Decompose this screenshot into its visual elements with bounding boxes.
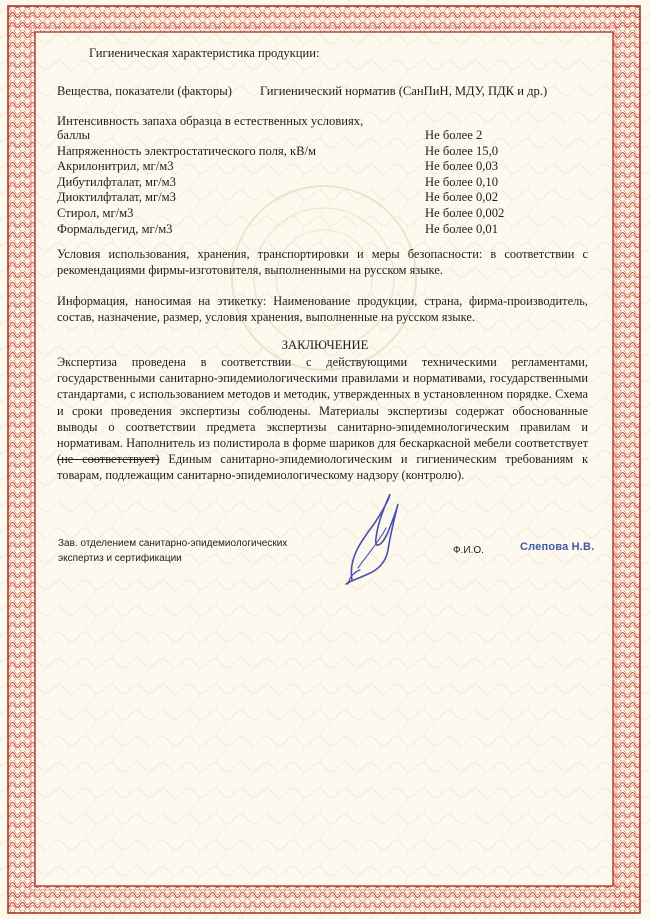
table-row (57, 222, 587, 238)
struck-out-text: (не соответствует) (57, 452, 160, 467)
conclusion-text-after: Единым санитарно-эпидемиологическим и гигиеническим требованиям к товарам, подлежащим санитарно-эпидемиологическому надзору (контролю). (57, 452, 588, 483)
conclusion-text-before: Экспертиза проведена в соответствии с действующими техническими регламентами, государственными санитарно-эпидемиологическими правилами и нормативами, государственными стандартами, с использованием методов и методик, утвержденных в установленном порядке. Схема и сроки проведения экспертизы соблюдены. Материалы экспертизы содержат обоснованные выводы о соответствии предмета экспертизы санитарно-эпидемиологическим правилам и нормативам. Наполнитель из полистирола в форме шариков для бескаркасной мебели соответствует (57, 355, 588, 451)
indicator-name: Акрилонитрил, мг/м3 (57, 159, 174, 174)
indicator-norm: Не более 0,002 (425, 205, 505, 220)
indicator-name: баллы (57, 128, 91, 142)
name-stamp: Слепова Н.В. (520, 541, 595, 553)
section-title: Гигиеническая характеристика продукции: (89, 46, 320, 60)
position-line-2: экспертиз и сертификации (58, 553, 182, 564)
table-row (57, 190, 587, 206)
position-line-1: Зав. отделением санитарно-эпидемиологических (58, 538, 288, 549)
handwritten-signature (338, 488, 408, 588)
indicator-name: Стирол, мг/м3 (57, 205, 134, 220)
indicator-norm: Не более 2 (425, 128, 483, 142)
table-row (57, 175, 587, 191)
indicator-norm: Не более 0,01 (425, 221, 499, 236)
indicator-norm: Не более 0,02 (425, 190, 499, 205)
table-row (57, 144, 587, 160)
conclusion-heading: ЗАКЛЮЧЕНИЕ (281, 338, 369, 352)
indicator-norm: Не более 0,03 (425, 159, 499, 174)
conclusion-paragraph (57, 354, 588, 484)
table-row (57, 159, 587, 175)
label-info-paragraph: Информация, наносимая на этикетку: Наименование продукции, страна, фирма-производитель, состав, назначение, размер, условия хранения, выполненные на русском языке. (57, 294, 588, 325)
table-row (57, 128, 587, 144)
indicator-name: Дибутилфталат, мг/м3 (57, 174, 176, 189)
signatory-position (58, 536, 287, 566)
indicator-norm: Не более 0,10 (425, 174, 499, 189)
column-header-norm: Гигиенический норматив (СанПиН, МДУ, ПДК и др.) (260, 84, 548, 98)
fio-label: Ф.И.О. (453, 545, 484, 556)
indicator-norm: Не более 15,0 (425, 143, 499, 158)
table-row (57, 206, 587, 222)
indicator-name: Диоктилфталат, мг/м3 (57, 190, 176, 205)
column-header-substances: Вещества, показатели (факторы) (57, 84, 232, 98)
indicators-table (57, 128, 587, 237)
indicator-name: Формальдегид, мг/м3 (57, 221, 173, 236)
conditions-paragraph: Условия использования, хранения, транспортировки и меры безопасности: в соответствии с рекомендациями фирмы-изготовителя, выполненными на русском языке. (57, 247, 588, 278)
smell-indicator-line: Интенсивность запаха образца в естественных условиях, (57, 114, 364, 128)
indicator-name: Напряженность электростатического поля, кВ/м (57, 143, 317, 158)
